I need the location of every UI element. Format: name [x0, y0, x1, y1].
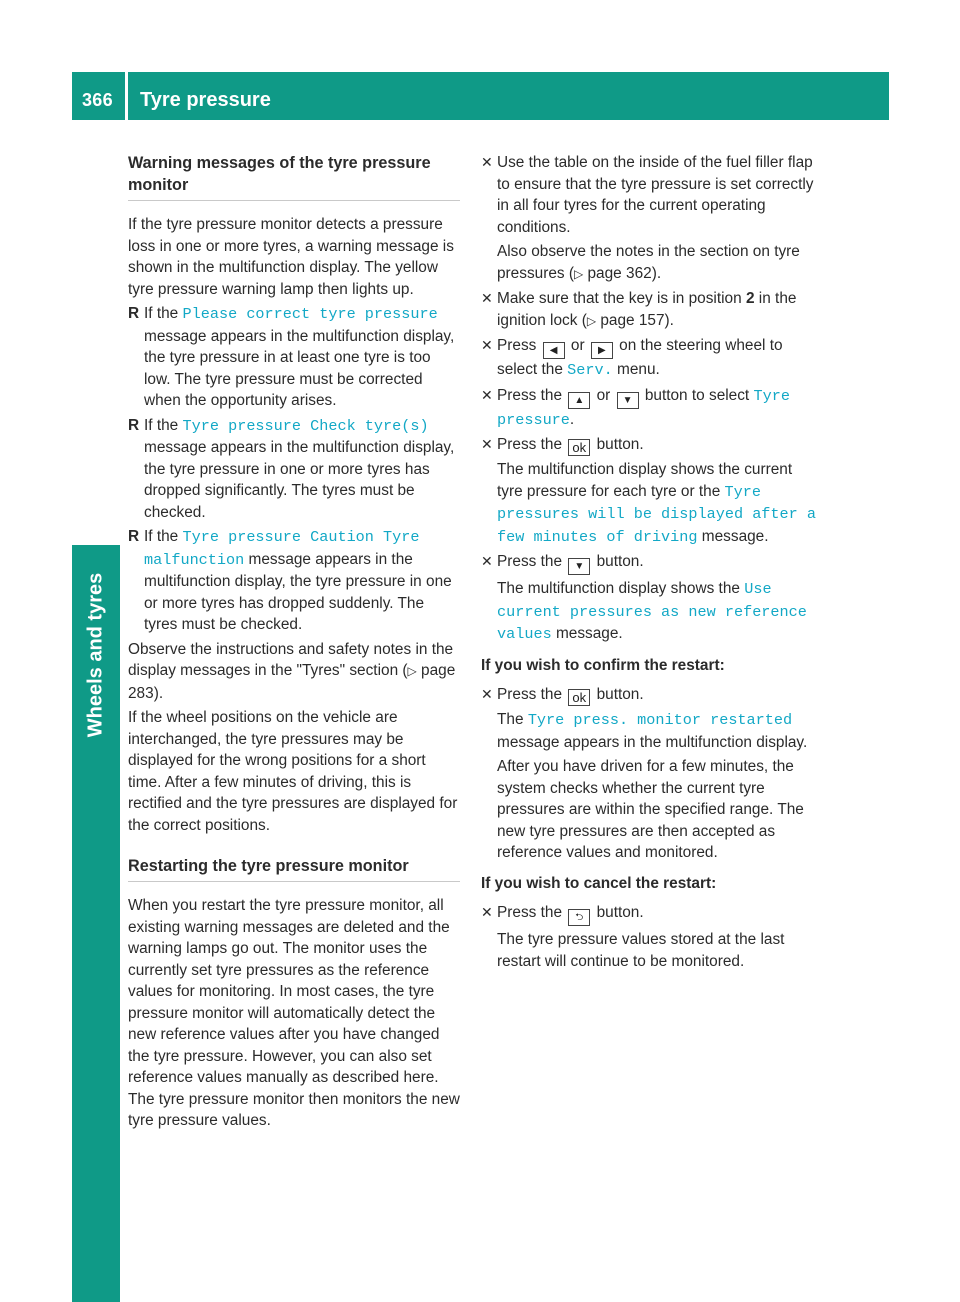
intro-paragraph: If the tyre pressure monitor detects a pressure loss in one or more tyres, a warning message is shown in the multifunction display. The yellow tyre pressure warning lamp then lights up. [128, 216, 454, 298]
step-marker-icon: ✕ [481, 436, 493, 452]
step-marker-icon: ✕ [481, 686, 493, 702]
note-text: The multifunction display shows the current tyre pressure for each tyre or the [497, 461, 793, 500]
display-message: Tyre press. monitor restarted [527, 711, 793, 729]
step-text: menu. [617, 361, 660, 378]
bullet-marker: R [128, 416, 140, 434]
bullet-marker: R [128, 305, 140, 322]
arrow-right-button-icon: ▶ [591, 342, 613, 359]
page-ref-arrow-icon: ▷ [573, 266, 584, 281]
page-ref-arrow-icon: ▷ [586, 313, 597, 328]
wheel-positions-paragraph: If the wheel positions on the vehicle are interchanged, the tyre pressures may be displayed for the wrong positions for a short time. After a few minutes of driving, this is rectified and the tyre pressures are displayed for the correct positions. [128, 709, 458, 834]
step-note [497, 241, 816, 285]
step-item [481, 288, 816, 332]
step-text: or [570, 337, 585, 354]
step-item [481, 385, 816, 432]
bullet-text: If the [144, 416, 179, 434]
page-ref-arrow-icon: ▷ [407, 664, 417, 678]
step-note [497, 578, 816, 646]
step-text: Press the [497, 904, 563, 921]
ok-button-icon: ok [568, 689, 590, 706]
step-text: on the steering wheel to select the [497, 337, 783, 378]
bullet-item [128, 303, 460, 412]
side-tab-label: Wheels and tyres [84, 572, 107, 738]
step-text: Use the table on the inside of the fuel filler flap to ensure that the tyre pressure is set correctly in all four tyres for the current operating conditions. [497, 154, 814, 236]
header-divider [125, 72, 128, 120]
bullet-text: message appears in the multifunction display, the tyre pressure in one or more tyres has dropped suddenly. The tyres must be checked. [144, 550, 452, 633]
page-ref-link[interactable]: page 362 [587, 264, 652, 282]
step-marker-icon: ✕ [481, 290, 493, 306]
right-column [481, 152, 816, 975]
step-text: . [569, 410, 575, 428]
display-message: Tyre pressure Check tyre(s) [182, 416, 429, 435]
note-text: Also observe the notes in the section on tyre pressures ( [497, 243, 800, 282]
step-item [481, 434, 816, 548]
display-message: Tyre pressures will be displayed after a few minutes of driving [497, 482, 816, 546]
note-text: The multifunction display shows the [497, 580, 740, 597]
sub-heading-confirm: If you wish to confirm the restart: [481, 656, 725, 674]
sub-heading-cancel: If you wish to cancel the restart: [481, 874, 717, 892]
arrow-down-button-icon: ▼ [568, 558, 590, 575]
arrow-left-button-icon: ◀ [543, 342, 565, 359]
step-note [497, 709, 816, 753]
restart-paragraph: When you restart the tyre pressure monitor, all existing warning messages are deleted and the warning lamps go out. The monitor uses the currently set tyre pressures as the reference values for monitoring. In most cases, the tyre pressure monitor will automatically detect the new reference values after you have changed the tyre pressure. However, you can also set reference values manually as described here. The tyre pressure monitor then monitors the new tyre pressure values. [128, 897, 460, 1129]
step-text: Press the [497, 553, 563, 570]
page-title: Tyre pressure [140, 89, 271, 111]
bullet-text: If the [144, 528, 179, 545]
note-text: ). [651, 264, 662, 282]
page-number: 366 [82, 90, 113, 110]
step-marker-icon: ✕ [481, 337, 493, 353]
display-message: Tyre pressure [497, 386, 790, 429]
arrow-down-button-icon: ▼ [617, 392, 639, 409]
observe-paragraph [128, 639, 460, 705]
step-text: Press the [497, 386, 563, 404]
left-column [128, 152, 460, 1135]
bullet-text: If the [144, 305, 179, 322]
step-text: Press the [497, 686, 563, 703]
note-text: message. [701, 527, 769, 545]
section-heading-warning-messages: Warning messages of the tyre pressure monitor [128, 152, 460, 201]
note-text: The [497, 711, 524, 728]
ok-button-icon: ok [568, 439, 590, 456]
key-position: 2 [745, 290, 755, 307]
display-message: Use current pressures as new reference values [497, 580, 807, 643]
step-marker-icon: ✕ [481, 386, 493, 403]
step-note [497, 459, 816, 548]
step-text: in the ignition lock ( [497, 290, 797, 329]
step-text: Press [497, 337, 537, 354]
bullet-marker: R [128, 528, 140, 545]
note-text: message appears in the multifunction display. [497, 733, 808, 751]
step-item [481, 684, 816, 864]
step-text: button. [596, 553, 644, 570]
step-text: Make sure that the key is in position [497, 290, 742, 307]
observe-text: ). [153, 684, 164, 702]
step-marker-icon: ✕ [481, 154, 493, 170]
step-marker-icon: ✕ [481, 553, 493, 569]
display-message: Serv. [567, 361, 613, 379]
step-note: The tyre pressure values stored at the last restart will continue to be monitored. [497, 931, 785, 970]
observe-text: Observe the instructions and safety notes in the display messages in the "Tyres" section ( [128, 640, 454, 679]
display-message: Please correct tyre pressure [182, 305, 438, 323]
step-text: button to select [644, 386, 750, 404]
step-item [481, 152, 816, 285]
step-text: button. [596, 436, 644, 453]
bullet-text: message appears in the multifunction display, the tyre pressure in at least one tyre is too low. The tyre pressure must be corrected when the opportunity arises. [144, 327, 455, 409]
note-text: message. [555, 625, 623, 642]
step-text: or [596, 386, 611, 404]
section-heading-restarting: Restarting the tyre pressure monitor [128, 855, 460, 882]
bullet-text: message appears in the multifunction display, the tyre pressure in one or more tyres has dropped significantly. The tyres must be checked. [144, 439, 455, 521]
arrow-up-button-icon: ▲ [568, 392, 590, 409]
page-ref-link[interactable]: page 157 [600, 311, 665, 329]
display-message: Tyre pressure Caution Tyre malfunction [144, 528, 420, 569]
step-item [481, 335, 816, 382]
bullet-item [128, 526, 460, 636]
bullet-item [128, 415, 460, 524]
step-text: button. [596, 686, 644, 703]
step-marker-icon: ✕ [481, 904, 493, 920]
step-text: Press the [497, 436, 563, 453]
step-text: ). [664, 311, 674, 329]
step-text: button. [596, 904, 644, 921]
back-button-icon: ⮌ [568, 909, 590, 926]
page-ref-link[interactable]: page 283 [128, 662, 456, 702]
step-item [481, 551, 816, 646]
step-note: After you have driven for a few minutes, the system checks whether the current tyre pressures are within the specified range. The new tyre pressures are then accepted as reference values and monitored. [497, 758, 804, 861]
step-item [481, 902, 816, 972]
